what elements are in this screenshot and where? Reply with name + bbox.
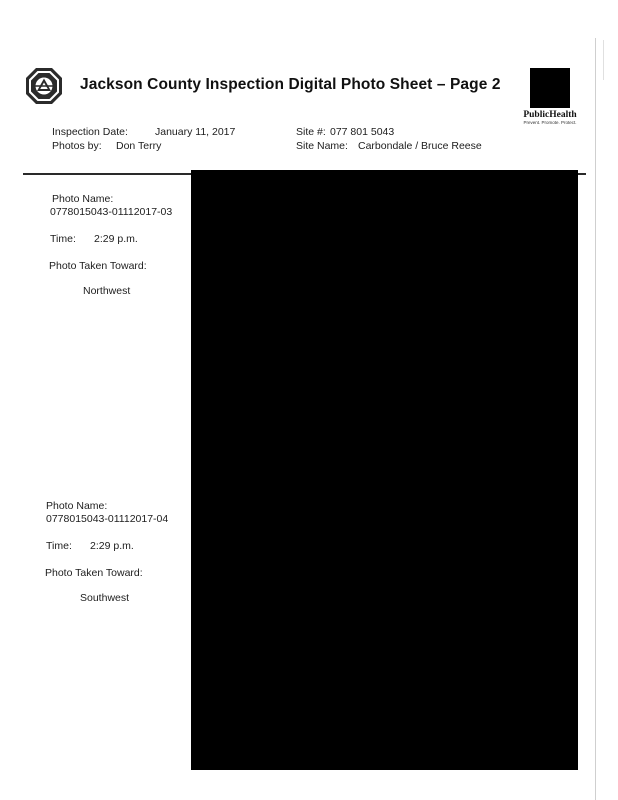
inspection-date-value: January 11, 2017 xyxy=(155,126,236,138)
county-seal-logo xyxy=(25,67,63,105)
scan-edge-mark xyxy=(603,40,604,80)
public-health-logo-tagline: Prevent. Promote. Protect. xyxy=(523,120,577,125)
site-number-label: Site #: xyxy=(296,126,326,138)
public-health-logo-mark xyxy=(530,68,570,108)
photo1-time-label: Time: xyxy=(50,233,76,245)
site-name-label: Site Name: xyxy=(296,140,348,152)
photos-by-value: Don Terry xyxy=(116,140,162,152)
photo1-time-value: 2:29 p.m. xyxy=(94,233,138,245)
photo1-name-label: Photo Name: xyxy=(52,193,114,205)
photo1-direction-value: Northwest xyxy=(83,285,131,297)
photo2-time-label: Time: xyxy=(46,540,72,552)
photo2-name-label: Photo Name: xyxy=(46,500,108,512)
photo1-name-value: 0778015043-01112017-03 xyxy=(50,206,173,218)
photo1-direction-label: Photo Taken Toward: xyxy=(49,260,147,272)
document-title: Jackson County Inspection Digital Photo Sheet – Page 2 xyxy=(80,76,501,93)
photo2-direction-value: Southwest xyxy=(80,592,130,604)
redacted-photo-area xyxy=(191,170,578,770)
scan-edge-line xyxy=(595,38,596,800)
public-health-logo-text: PublicHealth xyxy=(523,110,577,120)
site-number-value: 077 801 5043 xyxy=(330,126,395,138)
site-name-value: Carbondale / Bruce Reese xyxy=(358,140,482,152)
photo2-direction-label: Photo Taken Toward: xyxy=(45,567,143,579)
inspection-date-label: Inspection Date: xyxy=(52,126,128,138)
photos-by-label: Photos by: xyxy=(52,140,102,152)
photo2-time-value: 2:29 p.m. xyxy=(90,540,134,552)
photo2-name-value: 0778015043-01112017-04 xyxy=(46,513,169,525)
